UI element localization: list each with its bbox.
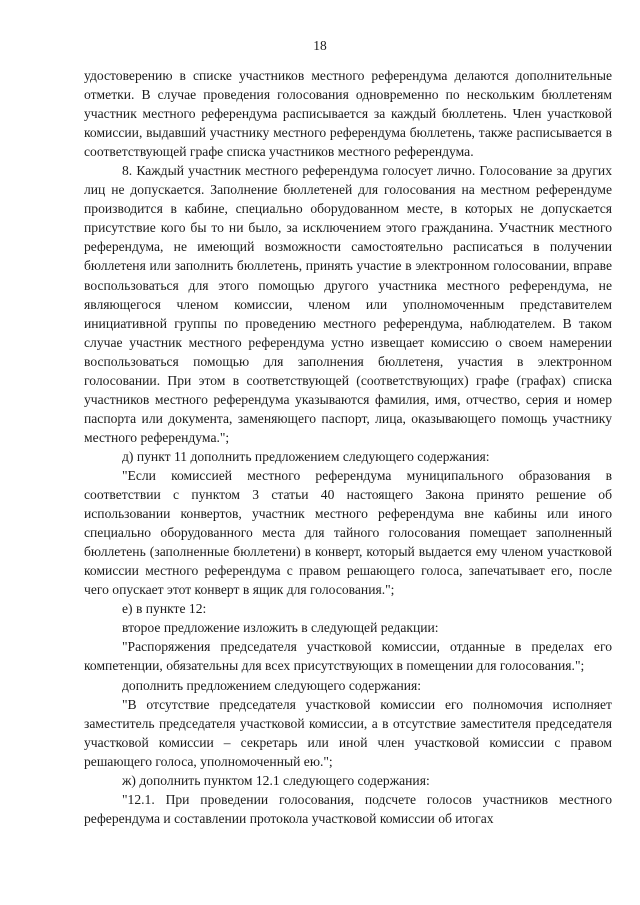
page-number: 18 bbox=[313, 38, 327, 53]
paragraph-quote-envelopes: "Если комиссией местного референдума муниципального образования в соответствии с пунктом 3 статьи 40 настоящего Закона принято решение об использовании конвертов, участник местного референдума вне кабины или иного специально оборудованного места для тайного голосования помещает заполненный бюллетень (заполненные бюллетени) в конверт, который выдается ему членом участковой комиссии местного референдума с правом решающего голоса, запечатывает его, после чего опускает этот конверт в ящик для голосования."; bbox=[84, 467, 612, 598]
paragraph-subitem-d: д) пункт 11 дополнить предложением следующего содержания: bbox=[122, 448, 490, 464]
paragraph-item-8: 8. Каждый участник местного референдума голосует лично. Голосование за других лиц не допускается. Заполнение бюллетеней для голосования на местном референдуме производится в кабине, специально оборудованном месте, в которых не допускается присутствие кого бы то ни было, за исключением этого гражданина. Участник местного референдума, не имеющий возможности самостоятельно расписаться в получении бюллетеня или заполнить бюллетень, принять участие в электронном голосовании, вправе воспользоваться для этого помощью другого участника местного референдума, не являющегося членом комиссии, членом или уполномоченным представителем инициативной группы по проведению местного референдума, наблюдателем. В таком случае участник местного референдума устно извещает комиссию о своем намерении воспользоваться помощью для заполнения бюллетеня, участия в электронном голосовании. При этом в соответствующей (соответствующих) графе (графах) списка участников местного референдума указываются фамилия, имя, отчество, серия и номер паспорта или документа, заменяющего паспорт, лица, оказывающего помощь участнику местного референдума."; bbox=[84, 163, 612, 445]
paragraph-continuation: удостоверению в списке участников местного референдума делаются дополнительные отметки. В случае проведения голосования одновременно по нескольким бюллетеням участник местного референдума расписывается за каждый бюллетень. Член участковой комиссии, выдавший участнику местного референдума бюллетень, также расписывается в соответствующей графе списка участников местного референдума. bbox=[84, 68, 612, 160]
paragraph-subitem-e: е) в пункте 12: bbox=[122, 601, 207, 617]
paragraph-subitem-zh: ж) дополнить пунктом 12.1 следующего содержания: bbox=[122, 772, 430, 788]
paragraph-quote-absence: "В отсутствие председателя участковой комиссии его полномочия исполняет заместитель председателя участковой комиссии, а в отсутствие заместителя председателя участковой комиссии – секретарь или иной член участковой комиссии с правом решающего голоса, уполномоченный ею."; bbox=[84, 696, 612, 769]
paragraph-supplement: дополнить предложением следующего содержания: bbox=[122, 677, 422, 693]
paragraph-second-sentence: второе предложение изложить в следующей редакции: bbox=[122, 620, 439, 636]
paragraph-quote-orders: "Распоряжения председателя участковой комиссии, отданные в пределах его компетенции, обязательны для всех присутствующих в помещении для голосования."; bbox=[84, 639, 612, 674]
document-body bbox=[84, 66, 612, 828]
paragraph-item-12-1: "12.1. При проведении голосования, подсчете голосов участников местного референдума и составлении протокола участковой комиссии об итогах bbox=[84, 791, 612, 826]
